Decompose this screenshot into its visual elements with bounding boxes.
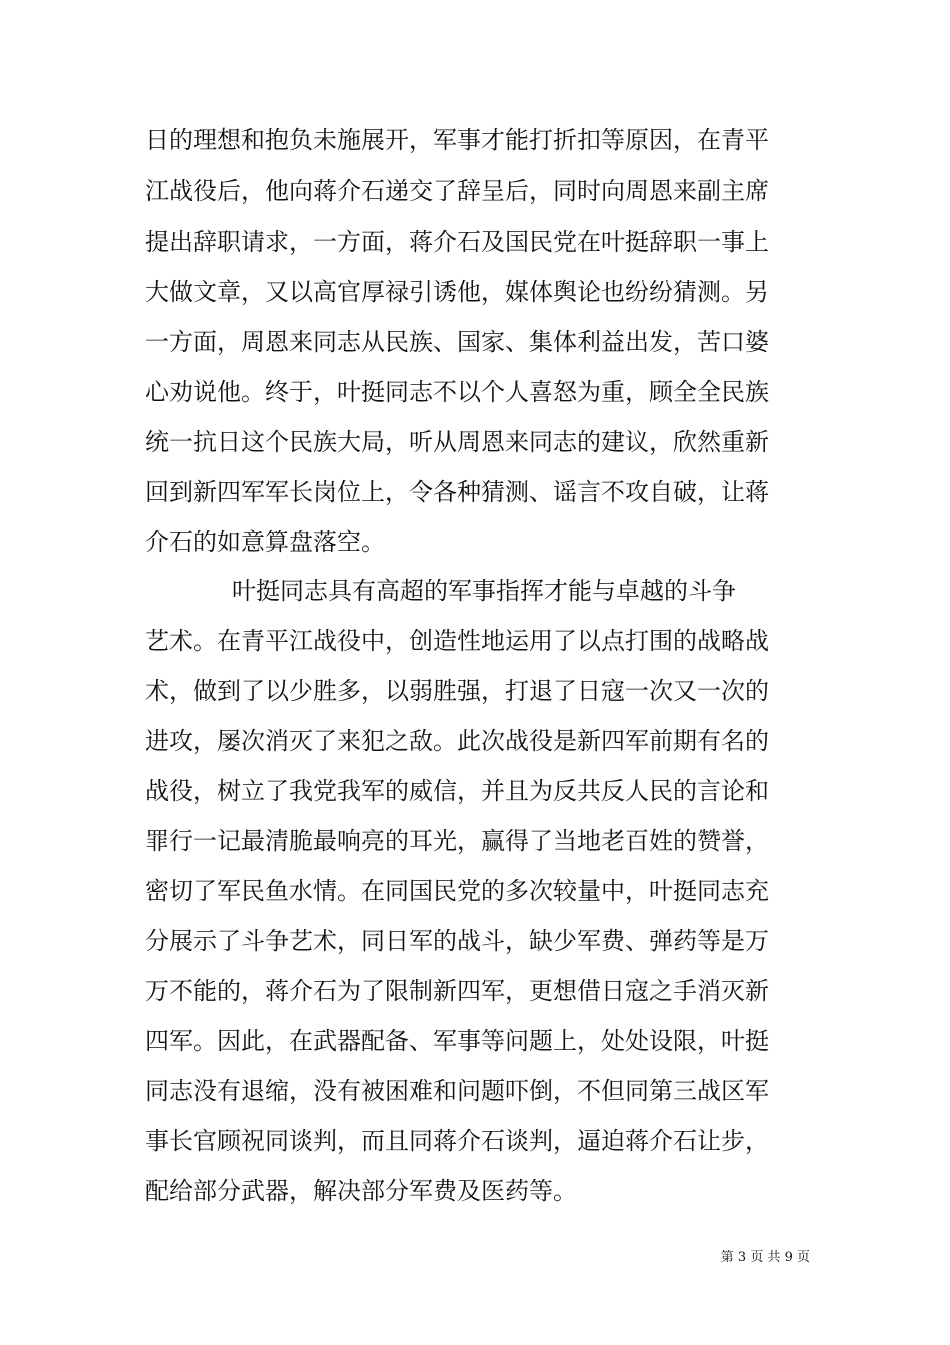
page-number: 第 3 页 共 9 页 [720,1250,810,1265]
text-line: 密切了军民鱼水情。在同国民党的多次较量中，叶挺同志充 [145,877,769,905]
text-line: 统一抗日这个民族大局，听从周恩来同志的建议，欣然重新 [145,428,769,456]
text-line: 江战役后，他向蒋介石递交了辞呈后，同时向周恩来副主席 [145,177,769,205]
paragraph-indent-line: 叶挺同志具有高超的军事指挥才能与卓越的斗争 [232,577,736,605]
text-line: 四军。因此，在武器配备、军事等问题上，处处设限，叶挺 [145,1027,769,1055]
text-line: 万不能的，蒋介石为了限制新四军，更想借日寇之手消灭新 [145,977,769,1005]
text-line: 事长官顾祝同谈判，而且同蒋介石谈判，逼迫蒋介石让步， [145,1127,769,1155]
text-line: 日的理想和抱负未施展开，军事才能打折扣等原因，在青平 [145,126,769,154]
text-line: 罪行一记最清脆最响亮的耳光，赢得了当地老百姓的赞誉， [145,827,769,855]
text-line: 一方面，周恩来同志从民族、国家、集体利益出发，苦口婆 [145,328,769,356]
text-line: 同志没有退缩，没有被困难和问题吓倒，不但同第三战区军 [145,1077,769,1105]
text-line: 战役，树立了我党我军的威信，并且为反共反人民的言论和 [145,777,769,805]
text-line: 心劝说他。终于，叶挺同志不以个人喜怒为重，顾全全民族 [145,378,769,406]
text-line: 艺术。在青平江战役中，创造性地运用了以点打围的战略战 [145,627,769,655]
text-line: 大做文章，又以高官厚禄引诱他，媒体舆论也纷纷猜测。另 [145,278,769,306]
text-line: 提出辞职请求，一方面，蒋介石及国民党在叶挺辞职一事上 [145,228,769,256]
text-line: 回到新四军军长岗位上，令各种猜测、谣言不攻自破，让蒋 [145,478,769,506]
text-line: 分展示了斗争艺术，同日军的战斗，缺少军费、弹药等是万 [145,927,769,955]
text-line: 介石的如意算盘落空。 [145,528,385,556]
text-line: 配给部分武器，解决部分军费及医药等。 [145,1177,577,1205]
text-line: 进攻，屡次消灭了来犯之敌。此次战役是新四军前期有名的 [145,727,769,755]
text-line: 术，做到了以少胜多，以弱胜强，打退了日寇一次又一次的 [145,677,769,705]
